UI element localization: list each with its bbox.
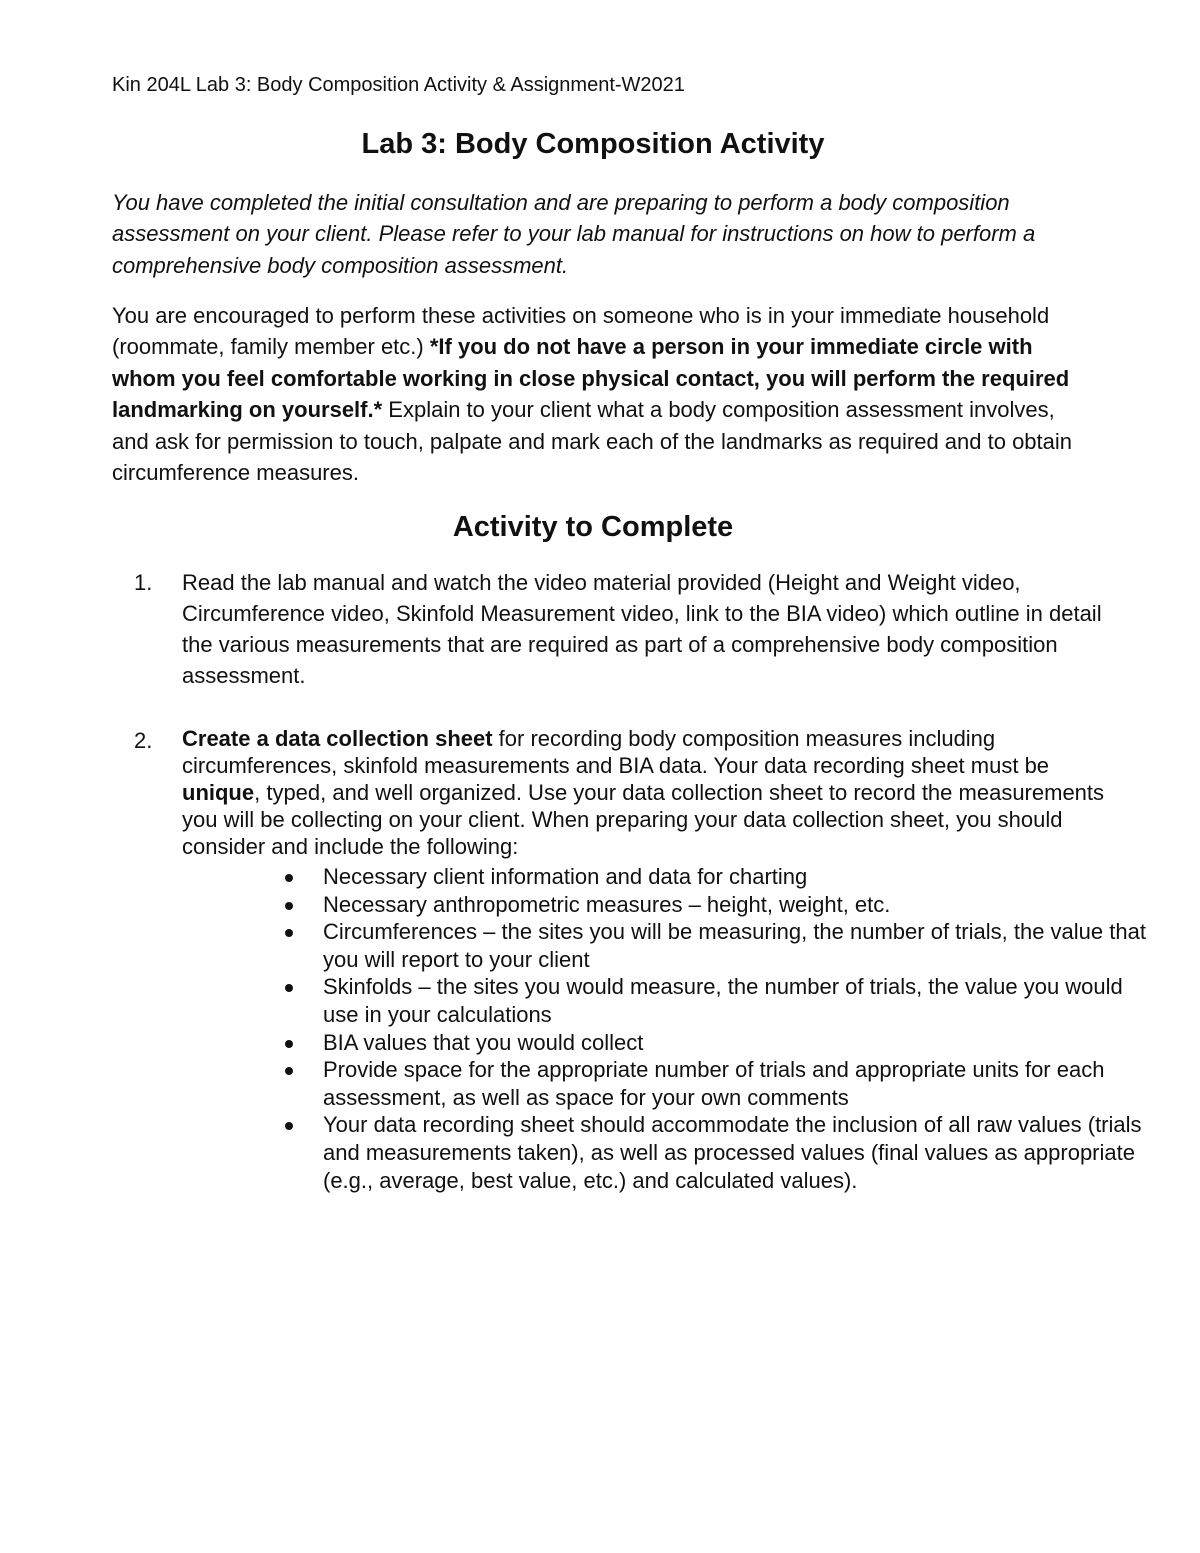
bullet-dot-icon xyxy=(285,902,293,910)
list-item-text: Read the lab manual and watch the video material provided (Height and Weight video, Circumference video, Skinfold Measurement video, link to the BIA video) which outline in detail the various measurements that are required as part of a comprehensive body composition assessment. xyxy=(182,570,1102,688)
instructions-paragraph xyxy=(112,300,1072,488)
bullet-item: Necessary anthropometric measures – height, weight, etc. xyxy=(285,891,1155,919)
instructions-text-1: You are encouraged to perform these activities on someone who is in your immediate household (roommate, family member etc.) xyxy=(112,303,1050,360)
bullet-dot-icon xyxy=(285,929,293,937)
instructions-text-2: Explain to your client what a body composition assessment involves, and ask for permission to touch, palpate and mark each of the landmarks as required and to obtain circumference measures. xyxy=(112,397,1073,486)
bullet-item: Skinfolds – the sites you would measure, the number of trials, the value you would use in your calculations xyxy=(285,973,1155,1028)
intro-paragraph: You have completed the initial consultation and are preparing to perform a body composition assessment on your client. Please refer to your lab manual for instructions on how to perform a comprehensive body composition assessment. xyxy=(112,190,1036,278)
list-item-text xyxy=(182,725,1112,860)
bullet-dot-icon xyxy=(285,984,293,992)
list-item-text-1: for recording body composition measures including circumferences, skinfold measurements and BIA data. Your data recording sheet must be xyxy=(182,726,1050,778)
bullet-item: Necessary client information and data for charting xyxy=(285,863,1155,891)
page-header: Kin 204L Lab 3: Body Composition Activity & Assignment-W2021 xyxy=(112,74,685,96)
unique-bold: unique xyxy=(182,780,255,805)
list-item-number: 1. xyxy=(134,570,153,595)
list-item-text-2: , typed, and well organized. Use your data collection sheet to record the measurements you will be collecting on your client. When preparing your data collection sheet, you should consider and include the following: xyxy=(182,780,1105,859)
bullet-item: BIA values that you would collect xyxy=(285,1029,1155,1057)
bullet-dot-icon xyxy=(285,1122,293,1130)
page-title: Lab 3: Body Composition Activity xyxy=(361,128,825,160)
data-sheet-bold: Create a data collection sheet xyxy=(182,726,493,751)
bullet-item: Provide space for the appropriate number of trials and appropriate units for each assessment, as well as space for your own comments xyxy=(285,1056,1155,1111)
instructions-bold-note: *If you do not have a person in your immediate circle with whom you feel comfortable working in close physical contact, you will perform the required landmarking on yourself.* xyxy=(112,334,1070,423)
bullet-dot-icon xyxy=(285,1067,293,1075)
bullet-item: Circumferences – the sites you will be measuring, the number of trials, the value that you will report to your client xyxy=(285,918,1155,973)
bullet-dot-icon xyxy=(285,1040,293,1048)
section-title-activity: Activity to Complete xyxy=(452,511,734,543)
bullet-dot-icon xyxy=(285,874,293,882)
bullet-item: Your data recording sheet should accommodate the inclusion of all raw values (trials and measurements taken), as well as processed values (final values as appropriate (e.g., average, best value, etc.) and calculated values). xyxy=(285,1111,1155,1194)
list-item-number: 2. xyxy=(134,728,153,753)
requirements-bullet-list xyxy=(285,863,1155,1194)
